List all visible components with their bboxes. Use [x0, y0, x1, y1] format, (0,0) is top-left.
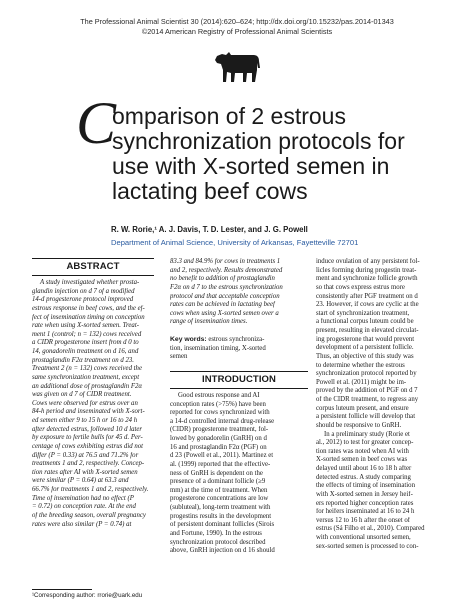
abstract-line: rates were also similar (P = 0.74) at — [32, 520, 132, 528]
abstract-line: ed semen either 9 to 15 h or 16 to 24 h — [32, 417, 138, 424]
body-line: X-sorted semen in beef cows was — [316, 456, 408, 464]
abstract-line: same synchronization treatment, except — [32, 373, 140, 381]
body-line: with X-sorted semen in Jersey heif- — [316, 490, 413, 498]
abstract-line: no benefit to addition of prostaglandin — [170, 275, 275, 283]
abstract-line: Treatment 2 (n = 132) cows received the — [32, 365, 142, 373]
body-line: 23. However, if cows are cyclic at the — [316, 301, 419, 309]
abstract-heading: ABSTRACT — [66, 261, 120, 272]
cow-icon — [213, 46, 263, 84]
intro-line: mm) at the time of treatment. When — [170, 486, 268, 494]
intro-line: d 23 (Powell et al., 2011). Martinez et — [170, 452, 274, 460]
intro-line: (CIDR) progesterone treatment, fol- — [170, 426, 269, 434]
abstract-column — [32, 258, 154, 529]
abstract-line: and 2, respectively. Results demonstrated — [170, 266, 283, 274]
abstract-line: 84-h period and inseminated with X-sort- — [32, 408, 145, 416]
keywords-label: Key words: — [170, 336, 207, 343]
body-line: to determine whether the estrous — [316, 361, 405, 369]
abstract-line: was given on d 7 of CIDR treatment. — [32, 391, 132, 399]
right-column — [316, 258, 446, 551]
body-line: licles forming during progestin treat- — [316, 266, 417, 274]
body-line: estrus (Sá Filho et al., 2010). Compared — [316, 525, 425, 533]
abstract-line: treatments 1 and 2, respectively. Concep- — [32, 460, 145, 468]
keywords — [170, 336, 308, 362]
body-line: synchronization protocol reported by — [316, 370, 417, 378]
keywords-line: tion, insemination timing, X-sorted — [170, 344, 266, 352]
middle-column — [170, 258, 308, 556]
title-text: omparison of 2 estrous synchronization protocols for use with X-sorted semen in lactating beef cows — [112, 103, 405, 204]
intro-line: synchronization protocol described — [170, 538, 266, 546]
introduction-heading: INTRODUCTION — [201, 373, 277, 385]
title-drop-cap: C — [76, 90, 117, 156]
copyright-line: ©2014 American Registry of Professional Animal Scientists — [141, 27, 333, 36]
abstract-line: glandin injection on d 7 of a modified — [32, 287, 135, 295]
intro-line: al. (1999) reported that the effective- — [170, 460, 271, 468]
keywords-line: semen — [170, 353, 188, 361]
abstract-line: cows when using X-sorted semen over a — [170, 309, 279, 317]
body-line: start of synchronization treatment, — [316, 309, 410, 317]
intro-line: a 14-d controlled internal drug-release — [170, 417, 275, 425]
intro-line: above, GnRH injection on d 16 should — [170, 547, 275, 555]
introduction-body — [170, 392, 308, 556]
abstract-line: 83.3 and 84.9% for cows in treatments 1 — [170, 258, 281, 265]
body-line: a functional corpus luteum could be — [316, 318, 414, 326]
body-line: with conventional unsorted semen, — [316, 534, 411, 541]
body-line: In a preliminary study (Rorie et — [324, 430, 410, 438]
body-line: for heifers inseminated at 16 to 24 h — [316, 508, 415, 516]
abstract-line: prostaglandin F2α treatment on d 23. — [32, 356, 134, 364]
intro-line: ness of GnRH is dependent on the — [170, 469, 263, 477]
abstract-line: estrous response in beef cows, and the ef- — [32, 304, 145, 312]
abstract-line: of the breeding season, overall pregnancy — [32, 511, 146, 519]
intro-line: conception rates (>75%) have been — [170, 400, 266, 408]
author-list: R. W. Rorie,¹ A. J. Davis, T. D. Lester, and J. G. Powell — [111, 225, 308, 234]
body-line: Powell et al. (2011) might be im- — [316, 378, 407, 386]
body-line: a persistent follicle will develop that — [316, 413, 416, 421]
keywords-line: estrous synchroniza- — [206, 336, 265, 343]
abstract-line: after detected estrus, followed 10 d later — [32, 425, 143, 433]
abstract-line: A study investigated whether prosta- — [40, 279, 140, 286]
abstract-heading-rule — [32, 275, 154, 276]
citation-line: The Professional Animal Scientist 30 (2014):620–624; http://dx.doi.org/10.15232/pas.2014-01343 — [80, 17, 394, 26]
abstract-line: a CIDR progesterone insert from d 0 to — [32, 339, 139, 347]
body-line: versus 12 to 16 h after the onset of — [316, 516, 411, 524]
body-line: of the CIDR treatment, to regress any — [316, 396, 419, 403]
corresponding-author-footnote: ¹Corresponding author: rrorie@uark.edu — [32, 592, 143, 599]
body-line: Thus, an objective of this study was — [316, 352, 414, 360]
body-line: should be responsive to GnRH. — [316, 421, 402, 429]
intro-line: Good estrous response and AI — [178, 391, 260, 399]
intro-heading-rule — [170, 388, 308, 389]
abstract-line: were similar (P = 0.64) at 63.3 and — [32, 477, 129, 485]
abstract-line: rate when using X-sorted semen. Treat- — [32, 322, 139, 330]
body-line: delayed until about 16 to 18 h after — [316, 465, 412, 472]
intro-line: 16 and prostaglandin F2α (PGF) on — [170, 443, 267, 451]
abstract-line: differ (P = 0.33) at 76.5 and 71.2% for — [32, 451, 139, 459]
abstract-line: 66.7% for treatments 1 and 2, respectively. — [32, 486, 149, 493]
body-line: corpus luteum present, and ensure — [316, 404, 409, 412]
body-line: detected estrus. A study comparing — [316, 473, 411, 481]
body-line: so that cows express estrus more — [316, 283, 405, 291]
abstract-line: range of insemination times. — [170, 318, 248, 326]
abstract-line: rates can be achieved in lactating beef — [170, 301, 275, 309]
intro-line: progesterone concentrations are low — [170, 495, 269, 503]
body-line: ing progesterone that would prevent — [316, 335, 415, 343]
abstract-line: = 0.72) on conception rate. At the end — [32, 503, 136, 511]
abstract-line: Time of insemination had no effect (P — [32, 494, 134, 502]
intro-line: (subluteal), long-term treatment with — [170, 504, 271, 511]
journal-header — [0, 17, 474, 37]
intro-line: reported for cows synchronized with — [170, 409, 270, 417]
body-line: the effects of timing of insemination — [316, 482, 415, 490]
body-line: tion rates was noted when AI with — [316, 447, 409, 455]
body-line: induce ovulation of any persistent fol- — [316, 258, 420, 265]
abstract-line: F2α on d 7 to the estrous synchronization — [170, 283, 283, 291]
abstract-line: protocol and that acceptable conception — [170, 292, 280, 300]
abstract-continuation — [170, 258, 308, 327]
abstract-line: ment 1 (control; n = 132) cows received — [32, 330, 142, 338]
intro-line: and Fortune, 1990). In the estrous — [170, 529, 262, 537]
abstract-line: Cows were observed for estrus over an — [32, 399, 138, 407]
intro-line: progestins results in the development — [170, 512, 272, 520]
footnote-rule — [32, 589, 92, 590]
body-line: ment and synchronize follicle growth — [316, 275, 418, 283]
intro-line: lowed by gonadorelin (GnRH) on d — [170, 435, 267, 442]
intro-line: presence of a dominant follicle (≥9 — [170, 478, 266, 486]
abstract-top-rule — [32, 258, 154, 259]
intro-top-rule — [170, 371, 308, 372]
abstract-line: 14-d progesterone protocol improved — [32, 296, 134, 304]
body-line: present, resulting in elevated circulat- — [316, 327, 419, 334]
abstract-line: by exposure to fertile bulls for 45 d. Per- — [32, 434, 143, 442]
abstract-line: an additional dose of prostaglandin F2α — [32, 382, 142, 390]
body-line: ers reported higher conception rates — [316, 499, 414, 507]
affiliation: Department of Animal Science, University of Arkansas, Fayetteville 72701 — [111, 238, 359, 247]
body-line: sex-sorted semen is processed to con- — [316, 542, 419, 550]
abstract-line: 14, gonadorelin treatment on d 16, and — [32, 348, 139, 355]
intro-line: of persistent dominant follicles (Sirois — [170, 521, 275, 529]
abstract-body — [32, 279, 154, 529]
body-line: al., 2012) to test for greater concep- — [316, 439, 414, 447]
abstract-line: fect of insemination timing on conception — [32, 313, 145, 321]
body-line: proved by the addition of PGF on d 7 — [316, 387, 418, 395]
abstract-line: tion rates after AI with X-sorted semen — [32, 468, 138, 476]
body-line: development of a persistent follicle. — [316, 344, 414, 352]
body-line: consistently after PGF treatment on d — [316, 292, 418, 300]
abstract-line: centage of cows exhibiting estrus did not — [32, 442, 144, 450]
